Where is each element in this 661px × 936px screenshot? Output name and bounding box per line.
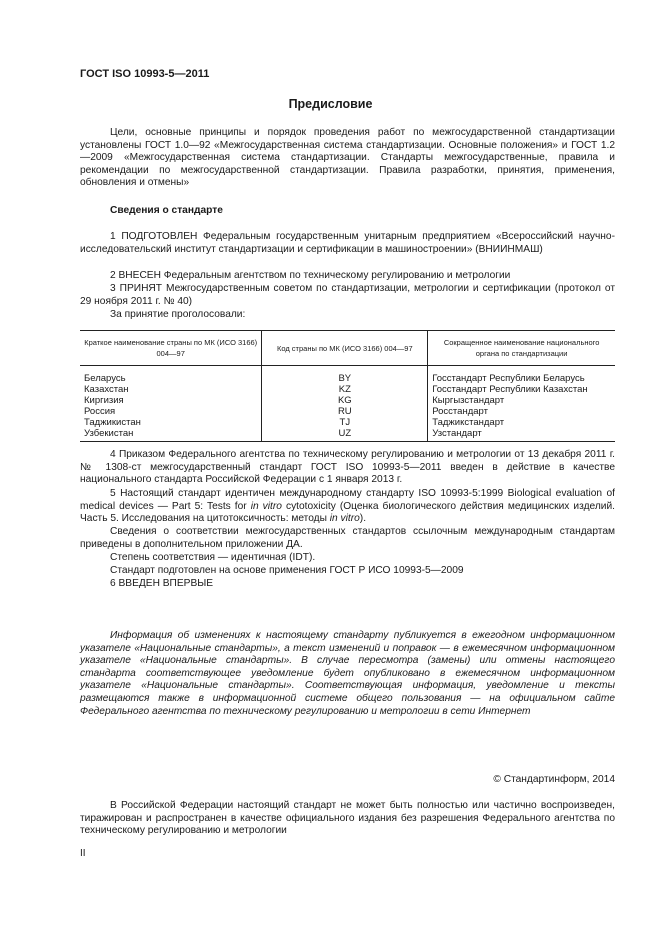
item-5-invitro-2: in vitro [329,513,360,525]
conformity-degree: Степень соответствия — идентичная (IDT). [110,552,316,563]
country-code: KG [262,395,428,406]
standards-body: Госстандарт Республики Беларусь [428,366,615,385]
copyright: © Стандартинформ, 2014 [493,774,615,785]
legal-notice: В Российской Федерации настоящий стандарт не может быть полностью или частично воспроизведен, тиражирован и распространен в качестве официального издания без разрешения Федерального агентства по техническому регулированию и метрологии [80,800,615,837]
country-name: Казахстан [84,384,129,395]
country-name: Россия [84,406,116,417]
section-title: Сведения о стандарте [110,205,223,216]
item-5-text-c: cytotoxicity (Оценка биологического действия медицинских изделий. Часть 5. Исследования на цитотоксичность: методы [80,500,615,525]
country-code: KZ [262,384,428,395]
item-6-introduced-first: 6 ВВЕДЕН ВПЕРВЫЕ [110,578,214,589]
item-5-text-a: 5 Настоящий стандарт идентичен международному стандарту ISO 10993-5:1999 Biological evaluation of medical devices — Part 5: Tests for [80,488,615,512]
column-header-body: Сокращенное наименование национального органа по стандартизации [428,331,615,366]
item-1-prepared: 1 ПОДГОТОВЛЕН Федеральным государственным унитарным предприятием «Всероссийский научно-исследовательский институт стандартизации и сертификации в машиностроении» (ВНИИНМАШ) [80,231,615,255]
country-name: Таджикистан [84,417,141,428]
item-3-adopted: 3 ПРИНЯТ Межгосударственным советом по стандартизации, метрологии и сертификации (протокол от 29 ноября 2011 г. № 40) [80,283,615,307]
standards-body: Росстандарт [428,406,615,417]
voted-label: За принятие проголосовали: [110,309,246,320]
column-header-country: Краткое наименование страны по МК (ИСО 3166) 004—97 [80,331,262,366]
intro-paragraph: Цели, основные принципы и порядок проведения работ по межгосударственной стандартизации установлены ГОСТ 1.0—92 «Межгосударственная система стандартизации. Основные положения» и ГОСТ 1.2—2009 «Межгосударственная система стандартизации. Стандарты межгосударственные, правила и рекомендации по межгосударственной стандартизации. Правила разработки, принятия, применения, обновления и отмены» [80,127,615,189]
page-title: Предисловие [288,97,373,111]
countries-table [80,330,615,442]
standards-body: Таджикстандарт [428,417,615,428]
page-number: II [80,848,86,859]
country-code: TJ [262,417,428,428]
document-header: ГОСТ ISO 10993-5—2011 [80,68,210,80]
item-5-invitro-1: in vitro [250,500,282,512]
item-4-order: 4 Приказом Федерального агентства по техническому регулированию и метрологии от 13 декабря 2011 г. № 1308-ст межгосударственный стандарт ГОСТ ISO 10993-5—2011 введен в действие в качестве национального стандарта Российской Федерации с 1 января 2013 г. [80,449,615,486]
country-name: Узбекистан [80,428,262,442]
country-name: Киргизия [84,395,124,406]
standards-body: Кыргызстандарт [428,395,615,406]
standards-body: Узстандарт [428,428,615,442]
column-header-code: Код страны по МК (ИСО 3166) 004—97 [262,331,428,366]
table-header-row [80,331,615,366]
item-5-identical [80,488,615,526]
country-name: Беларусь [84,373,126,384]
country-code: BY [262,366,428,385]
table-row [80,406,615,417]
table-row [80,428,615,442]
country-code: UZ [262,428,428,442]
table-row [80,384,615,395]
table-row [80,366,615,385]
country-code: RU [262,406,428,417]
basis-paragraph: Стандарт подготовлен на основе применения ГОСТ Р ИСО 10993-5—2009 [110,565,464,576]
references-paragraph: Сведения о соответствии межгосударственных стандартов ссылочным международным стандартам приведены в дополнительном приложении ДА. [80,526,615,550]
item-2-introduced: 2 ВНЕСЕН Федеральным агентством по техническому регулированию и метрологии [110,270,511,281]
table-row [80,417,615,428]
standards-body: Госстандарт Республики Казахстан [428,384,615,395]
item-5-text-e: ). [359,513,367,525]
table-row [80,395,615,406]
changes-info-paragraph: Информация об изменениях к настоящему стандарту публикуется в ежегодном информационном указателе «Национальные стандарты», а текст изменений и поправок — в ежемесячном информационном указателе «Национальные стандарты». В случае пересмотра (замены) или отмены настоящего стандарта соответствующее уведомление будет опубликовано в ежемесячном информационном указателе «Национальные стандарты». Соответствующая информация, уведомление и тексты размещаются также в информационной системе общего пользования — на официальном сайте Федерального агентства по техническому регулированию и метрологии в сети Интернет [80,630,615,717]
